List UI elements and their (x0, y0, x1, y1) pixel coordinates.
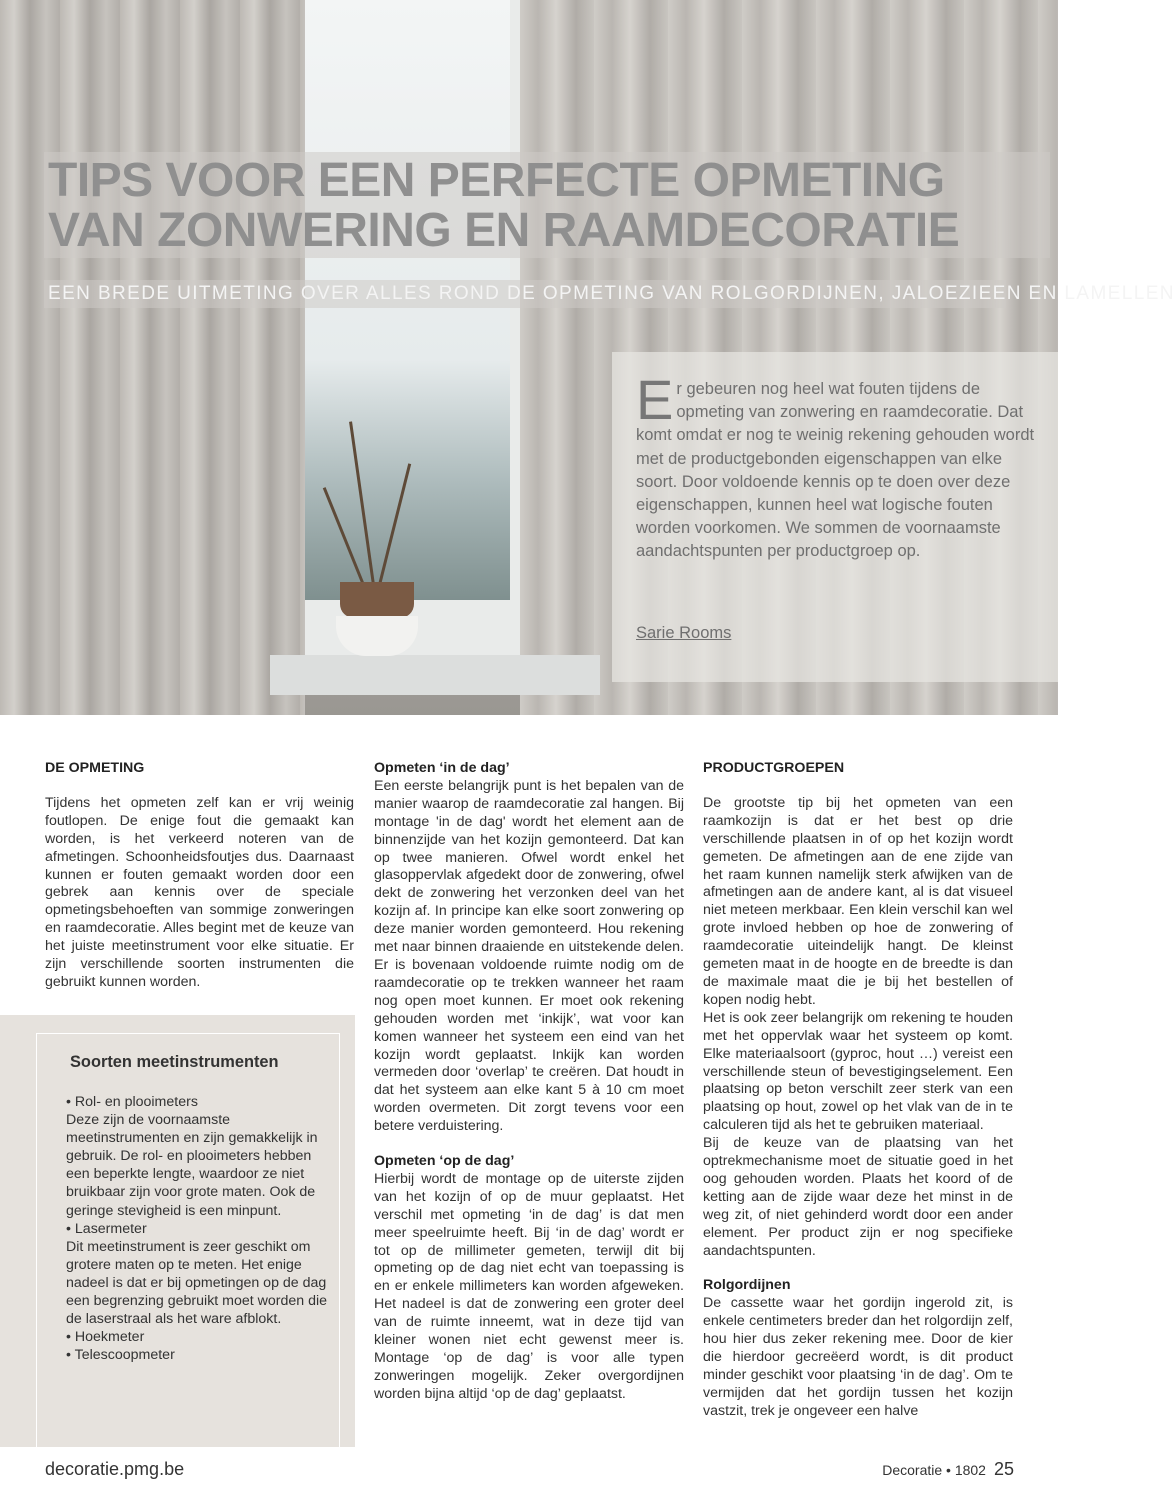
spacer (374, 1136, 684, 1153)
curtain-left (0, 0, 305, 715)
author-name: Sarie Rooms (636, 624, 732, 642)
spacer (703, 1260, 1013, 1277)
paragraph: Het is ook zeer belangrijk om rekening te houden met het oppervlak waar het systeem op komt. Elke materiaalsoort (gyproc, hout …) vereist een verschillende steun of bevestigingselement. Een plaatsing op beton verschilt zeer sterk van een plaatsing op hout, zowel op het vlak van de in te calculeren tijd als het te gebruiken materiaal. (703, 1009, 1013, 1134)
subheading-in-de-dag: Opmeten ‘in de dag’ (374, 760, 510, 776)
paragraph: De cassette waar het gordijn ingerold zit, is enkele centimeters breder dan het rolgordijn zelf, hou hier dus zeker rekening mee. Door de kier die hierdoor gecreëerd wordt, is dit product minder geschikt voor plaatsing ‘in de dag’. Om te vermijden dat het gordijn tussen het kozijn vastzit, trek je ongeveer een halve (703, 1295, 1013, 1419)
article-subtitle: EEN BREDE UITMETING OVER ALLES ROND DE OPMETING VAN ROLGORDIJNEN, JALOEZIEEN EN LAMELLEN (48, 283, 1175, 304)
paragraph: Hierbij wordt de montage op de uiterste zijden van het kozijn of op de muur geplaatst. Het verschil met opmeting ‘in de dag’ is dat men meer speelruimte heeft. Bij ‘in de dag’ wordt er tot op de millimeter gemeten, terwijl dit bij opmeting op de dag niet echt van toepassing is en er enkele millimeters kan worden afgeweken. Het nadeel is dat de zonwering een groter deel van de ruimte inneemt, wat in deze tijd van kleiner wonen niet echt gewenst meer is. Montage ‘op de dag’ is voor alle typen zonweringen mogelijk. Zeker overgordijnen worden bijna altijd ‘op de dag’ geplaatst. (374, 1170, 684, 1402)
intro-paragraph (636, 368, 1036, 564)
paragraph: Bij de keuze van de plaatsing van het optrekmechanisme moet de situatie goed in het oog gehouden worden. Plaats het koord of de ketting aan de zijde waar deze het minst in de weg zit, of niet gehinderd wordt door een ander element. Per product zijn er nog specifieke aandachtspunten. (703, 1135, 1013, 1259)
paragraph: De grootste tip bij het opmeten van een raamkozijn is dat er het best op drie verschillende plaatsen in of op het kozijn wordt gemeten. De afmetingen aan de ene zijde van het raam kunnen namelijk sterk afwijken van de afmetingen aan de andere kant, al is dat visueel niet meteen merkbaar. Een klein verschil kan wel grote invloed hebben op hoe de zonwering of raamdecoratie uiteindelijk hangt. De kleinst gemeten maat in de hoogte en de breedte is dan de maximale maat die je bij het bestellen of kopen nodig hebt. (703, 794, 1013, 1008)
article-title-line-1: TIPS VOOR EEN PERFECTE OPMETING (48, 154, 945, 207)
article-title-line-2: VAN ZONWERING EN RAAMDECORATIE (48, 204, 960, 257)
footer-page-info (882, 1459, 1014, 1480)
intro-text: r gebeuren nog heel wat fouten tijdens de opmeting van zonwering en raamdecoratie. Dat komt omdat er nog te weinig rekening gehouden wordt met de productgebonden eigenschappen van elke soort. Door voldoende kennis op te doen over deze eigenschappen, kunnen heel wat logische fouten worden voorkomen. We sommen de voornaamste aandachtspunten per productgroep op. (636, 380, 1035, 561)
drop-cap: E (636, 368, 674, 431)
magazine-issue: Decoratie • 1802 (882, 1462, 986, 1478)
list-item: • Lasermeter (66, 1220, 147, 1237)
subheading-op-de-dag: Opmeten ‘op de dag’ (374, 1153, 515, 1170)
plant-bowl (336, 616, 418, 656)
list-item: • Rol- en plooimeters (66, 1094, 198, 1110)
page-number: 25 (993, 1459, 1014, 1479)
list-item: • Hoekmeter (66, 1329, 145, 1346)
list-item: • Telescoopmeter (66, 1347, 175, 1364)
plant-pot (340, 582, 414, 618)
section-heading-de-opmeting: DE OPMETING (45, 760, 145, 776)
sidebox-title: Soorten meetinstrumenten (70, 1053, 279, 1071)
list-item-description: Deze zijn de voornaamste meetinstrumenten en zijn gemakkelijk in gebruik. De rol- en plooimeters hebben een beperkte lengte, waardoor ze niet bruikbaar zijn voor grote maten. Ook de geringe stevigheid is een minpunt. (66, 1112, 318, 1219)
column-1 (45, 760, 354, 992)
subheading-rolgordijnen: Rolgordijnen (703, 1277, 791, 1294)
column-3 (703, 760, 1013, 1421)
footer-website-link[interactable]: decoratie.pmg.be (45, 1459, 185, 1479)
column-2 (374, 760, 684, 1404)
list-item-description: Dit meetinstrument is zeer geschikt om grotere maten op te meten. Het enige nadeel is dat er bij opmetingen op de dag een begrenzing gebruikt moet worden die de laserstraal als het ware afblokt. (66, 1238, 328, 1328)
window-sill (270, 655, 600, 695)
paragraph: Tijdens het opmeten zelf kan er vrij weinig foutlopen. De enige fout die gemaakt kan worden, is het verkeerd noteren van de afmetingen. Schoonheidsfoutjes dus. Daarnaast kunnen er fouten gemaakt worden door een gebrek aan kennis over de speciale opmetingsbehoeften van sommige zonweringen en raamdecoratie. Alles begint met de keuze van het juiste meetinstrument voor elke situatie. Er zijn verschillende soorten instrumenten die gebruikt kunnen worden. (45, 794, 354, 990)
section-heading-productgroepen: PRODUCTGROEPEN (703, 760, 845, 776)
sidebox-body (66, 1093, 328, 1364)
paragraph: Een eerste belangrijk punt is het bepalen van de manier waarop de raamdecoratie zal hangen. Bij montage 'in de dag' wordt het element aan de binnenzijde van het kozijn gemonteerd. Dat kan op twee manieren. Ofwel wordt enkel het glasoppervlak afgedekt door de zonwering, ofwel dekt de zonwering het verzonken deel van het kozijn af. In principe kan elke soort zonwering op deze manier worden gemonteerd. Hou rekening met naar binnen draaiende en uitstekende delen. Er is bovenaan voldoende ruimte nodig om de raamdecoratie op te trekken wanneer het raam nog open moet kunnen. Er moet ook rekening gehouden worden met ‘inkijk’, wat voor kan komen wanneer het systeem een eind van het kozijn wordt geplaatst. Inkijk kan worden vermeden door ‘overlap’ te creëren. Dat houdt in dat het systeem aan elke kant 5 à 10 cm moet worden overmeten. Dit zorgt tevens voor een betere verduistering. (374, 777, 684, 1135)
